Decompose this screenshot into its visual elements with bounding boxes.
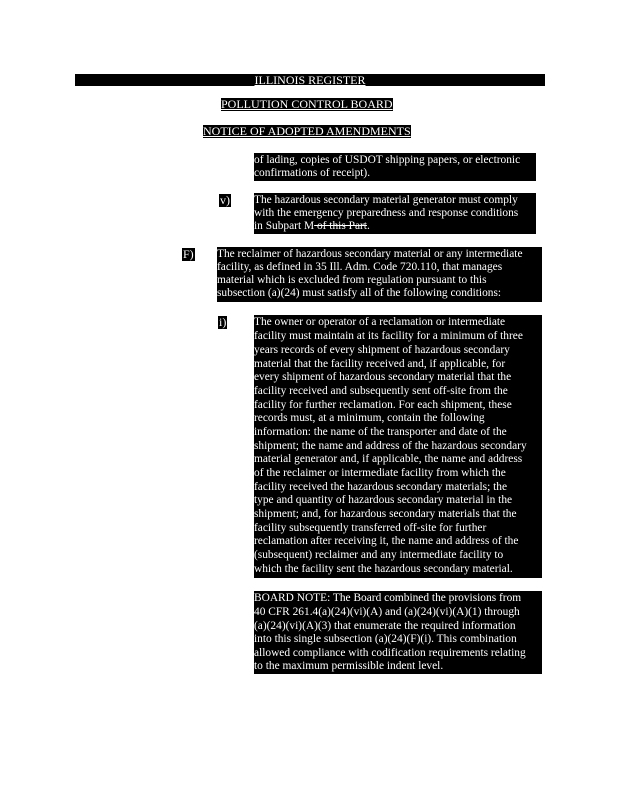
item-i-block [254, 315, 542, 578]
item-i-line: material generator and, if applicable, the name and address [254, 453, 523, 465]
notice-title: NOTICE OF ADOPTED AMENDMENTS [203, 124, 411, 138]
item-i-line: which the facility sent the hazardous secondary material. [254, 563, 513, 575]
board-note-line: (a)(24)(vi)(A)(3) that enumerate the required information [254, 620, 516, 632]
item-i-line: facility must maintain at its facility for a minimum of three [254, 330, 523, 342]
board-note-line: 40 CFR 261.4(a)(24)(vi)(A) and (a)(24)(vi)(A)(1) through [254, 606, 520, 618]
item-i-line: shipment; and, for hazardous secondary materials that the [254, 508, 517, 520]
item-v-line-3-prefix: in Subpart M [254, 220, 315, 232]
register-title: ILLINOIS REGISTER [254, 73, 366, 87]
item-F-line-2: facility, as defined in 35 Ill. Adm. Code 720.110, that manages [217, 261, 503, 273]
item-i-line: reclamation after receiving it, the name and address of the [254, 535, 519, 547]
item-v-line-3-suffix: . [366, 220, 370, 232]
item-v-line-3 [254, 220, 370, 233]
item-i-line: (subsequent) reclaimer and any intermediate facility to [254, 549, 504, 561]
continuation-line-2: confirmations of receipt). [254, 167, 371, 179]
item-i-line: material that the facility received and, if applicable, for [254, 358, 506, 370]
item-i-line: facility for further reclamation. For each shipment, these [254, 399, 512, 411]
item-v-struck-text: of this Part [314, 220, 367, 232]
continuation-line-1: of lading, copies of USDOT shipping papers, or electronic [254, 154, 521, 166]
board-note-line: allowed compliance with codification requirements relating [254, 647, 526, 659]
continuation-block [254, 153, 536, 181]
item-i-line: The owner or operator of a reclamation or intermediate [254, 316, 506, 328]
item-F-line-4: subsection (a)(24) must satisfy all of the following conditions: [217, 287, 502, 299]
item-i-line: shipment; the name and address of the hazardous secondary [254, 440, 527, 452]
board-note-line: to the maximum permissible indent level. [254, 660, 444, 672]
item-v-line-2: with the emergency preparedness and response conditions [254, 207, 519, 219]
item-v-block [254, 193, 536, 234]
item-i-line: records must, at a minimum, contain the following [254, 412, 485, 424]
item-F-line-3: material which is excluded from regulation pursuant to this [217, 274, 487, 286]
register-header-bar [75, 74, 545, 86]
item-i-line: of the reclaimer or intermediate facility from which the [254, 467, 506, 479]
item-F-block [217, 247, 542, 302]
item-i-line: type and quantity of hazardous secondary material in the [254, 494, 513, 506]
item-i-line: years records of every shipment of hazardous secondary [254, 344, 510, 356]
item-i-line: facility received the hazardous secondary materials; the [254, 481, 508, 493]
board-name: POLLUTION CONTROL BOARD [221, 97, 393, 111]
item-i-line: information: the name of the transporter and date of the [254, 426, 507, 438]
item-v-line-1: The hazardous secondary material generator must comply [254, 194, 518, 206]
board-note-block [254, 591, 542, 674]
board-note-line: into this single subsection (a)(24)(F)(i). This combination [254, 633, 517, 645]
item-F-label: F) [183, 247, 194, 261]
item-v-label: v) [220, 193, 230, 207]
item-i-line: facility received and subsequently sent off-site from the [254, 385, 508, 397]
item-i-line: facility subsequently transferred off-site for further [254, 522, 487, 534]
board-note-line: BOARD NOTE: The Board combined the provisions from [254, 592, 522, 604]
item-i-label: i) [219, 315, 227, 329]
item-F-line-1: The reclaimer of hazardous secondary material or any intermediate [217, 248, 523, 260]
item-i-line: every shipment of hazardous secondary material that the [254, 371, 512, 383]
